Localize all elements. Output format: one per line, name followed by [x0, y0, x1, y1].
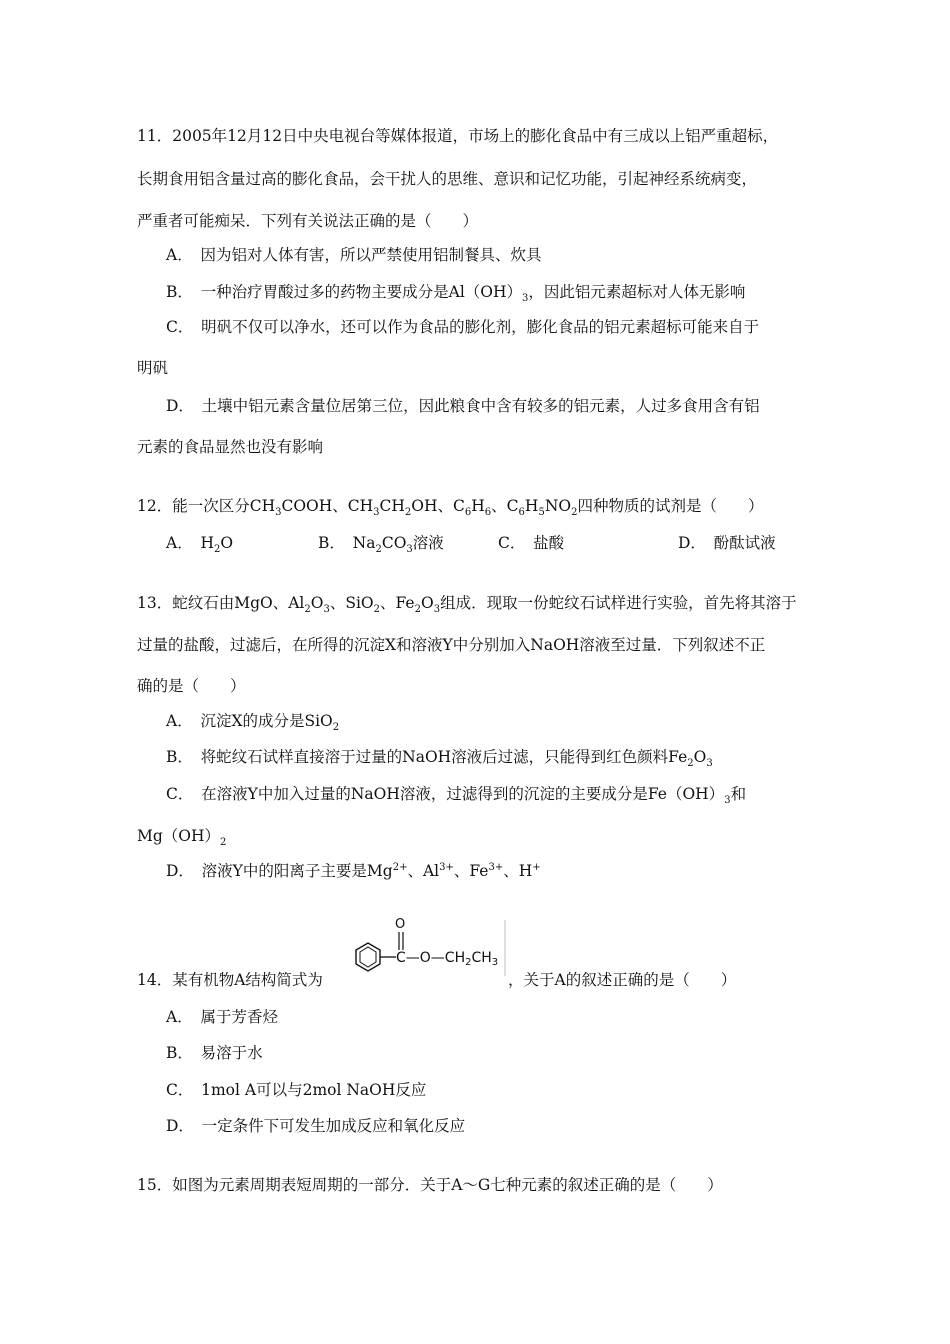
subscript: 2: [213, 544, 221, 556]
text: NO: [544, 497, 572, 515]
superscript: +: [532, 861, 541, 873]
q14-option-a: A． 属于芳香烃: [166, 1008, 278, 1026]
q13-option-c-line2: [137, 826, 227, 849]
subscript: 2: [332, 722, 340, 734]
text: A． 沉淀X的成分是SiO: [166, 712, 333, 730]
benzene-inner-ring: [360, 947, 376, 967]
q14-stem-end: ，关于A的叙述正确的是（ ）: [508, 971, 737, 989]
text: CO: [381, 534, 407, 552]
text: D． 溶液Y中的阳离子主要是Mg: [166, 862, 393, 880]
text: O: [220, 534, 234, 552]
subscript: 2: [571, 507, 578, 519]
q13-line1: [137, 593, 797, 616]
text: O: [310, 594, 324, 612]
superscript: 3+: [439, 861, 454, 873]
subscript: 3: [323, 604, 330, 616]
text: B． Na: [318, 534, 376, 552]
q11-option-d-line2: 元素的食品显然也没有影响: [137, 438, 324, 456]
subscript: 2: [687, 758, 694, 770]
q13-line3: 确的是（ ）: [137, 677, 246, 695]
subscript: 6: [484, 507, 492, 519]
text: C． 在溶液Y中加入过量的NaOH溶液，过滤得到的沉淀的主要成分是Fe（OH）: [166, 785, 725, 803]
q13-option-d: [166, 861, 541, 881]
subscript: 3: [706, 758, 713, 770]
q13-line2: 过量的盐酸，过滤后，在所得的沉淀X和溶液Y中分别加入NaOH溶液至过量．下列叙述不正: [137, 636, 766, 654]
text: 12．能一次区分CH: [137, 497, 276, 515]
q12-option-c: C． 盐酸: [498, 534, 565, 552]
subscript: 2: [465, 957, 472, 968]
q11-b-text-end: ，因此铝元素超标对人体无影响: [528, 283, 746, 301]
q14-option-b: B． 易溶于水: [166, 1044, 263, 1062]
subscript: 2: [373, 604, 381, 616]
text: 13．蛇纹石由MgO、Al: [137, 594, 305, 612]
q12-option-b: [318, 533, 444, 556]
q12-option-d: D． 酚酞试液: [678, 534, 776, 552]
text: 四种物质的试剂是（ ）: [577, 497, 764, 515]
subscript: 3: [433, 604, 441, 616]
q15-stem: 15．如图为元素周期表短周期的一部分．关于A～G七种元素的叙述正确的是（ ）: [137, 1176, 723, 1194]
subscript: 2: [414, 604, 421, 616]
q12-stem: [137, 496, 764, 519]
q11-line1: 11．2005年12月12日中央电视台等媒体报道，市场上的膨化食品中有三成以上铝严重超标，: [137, 127, 779, 145]
text: Mg（OH）: [137, 827, 221, 845]
text: 、H: [503, 862, 533, 880]
text: B． 将蛇纹石试样直接溶于过量的NaOH溶液后过滤，只能得到红色颜料Fe: [166, 748, 688, 766]
methyl-text: CH: [471, 950, 492, 966]
text: A． H: [166, 534, 214, 552]
subscript: 3: [373, 507, 380, 519]
subscript: 2: [220, 837, 227, 849]
subscript: 2: [304, 604, 311, 616]
subscript: 2: [375, 544, 382, 556]
q11-line3: 严重者可能痴呆．下列有关说法正确的是（ ）: [137, 212, 479, 230]
superscript: 3+: [488, 861, 504, 873]
text: H: [524, 497, 539, 515]
q14-option-d: D． 一定条件下可发生加成反应和氧化反应: [166, 1117, 466, 1135]
q11-option-a: A． 因为铝对人体有害，所以严禁使用铝制餐具、炊具: [166, 246, 542, 264]
subscript: 3: [522, 293, 529, 305]
subscript: 6: [518, 507, 525, 519]
text: 、Fe: [380, 594, 415, 612]
text: H: [471, 497, 485, 515]
text: 、C: [491, 497, 519, 515]
ester-chain: [396, 950, 498, 968]
text: OH、C: [411, 497, 465, 515]
q11-option-c-line2: 明矾: [137, 359, 169, 377]
ethyl-benzoate-structure: [336, 916, 506, 986]
chain-text: C—O—CH: [396, 950, 466, 966]
text: 、Al: [407, 862, 440, 880]
superscript: 2+: [392, 861, 408, 873]
text: O: [693, 748, 707, 766]
subscript: 5: [538, 507, 545, 519]
text: O: [420, 594, 434, 612]
subscript: 3: [491, 957, 499, 968]
subscript: 2: [404, 507, 412, 519]
text: 和: [730, 785, 747, 803]
text: 、Fe: [453, 862, 489, 880]
text: COOH、CH: [281, 497, 374, 515]
q14-option-c: C． 1mol A可以与2mol NaOH反应: [166, 1081, 427, 1099]
q14-stem-start: 14．某有机物A结构简式为: [137, 971, 323, 989]
q11-b-text: B． 一种治疗胃酸过多的药物主要成分是Al（OH）: [166, 283, 523, 301]
text: 组成．现取一份蛇纹石试样进行实验，首先将其溶于: [440, 594, 797, 612]
q11-line2: 长期食用铝含量过高的膨化食品，会干扰人的思维、意识和记忆功能，引起神经系统病变，: [137, 170, 758, 188]
q13-option-c-line1: [166, 784, 747, 807]
q11-option-b: [166, 282, 746, 305]
text: 溶液: [412, 534, 444, 552]
q12-option-a: [166, 533, 234, 556]
carbonyl-oxygen: O: [395, 917, 406, 932]
q13-option-a: [166, 711, 340, 734]
text: 、SiO: [329, 594, 374, 612]
q11-option-c-line1: C． 明矾不仅可以净水，还可以作为食品的膨化剂，膨化食品的铝元素超标可能来自于: [166, 318, 760, 336]
subscript: 3: [275, 507, 282, 519]
subscript: 6: [464, 507, 472, 519]
text: CH: [379, 497, 405, 515]
q13-option-b: [166, 747, 713, 770]
subscript: 3: [406, 544, 413, 556]
q11-option-d-line1: D． 土壤中铝元素含量位居第三位，因此粮食中含有较多的铝元素，人过多食用含有铝: [166, 397, 760, 415]
subscript: 3: [724, 795, 731, 807]
